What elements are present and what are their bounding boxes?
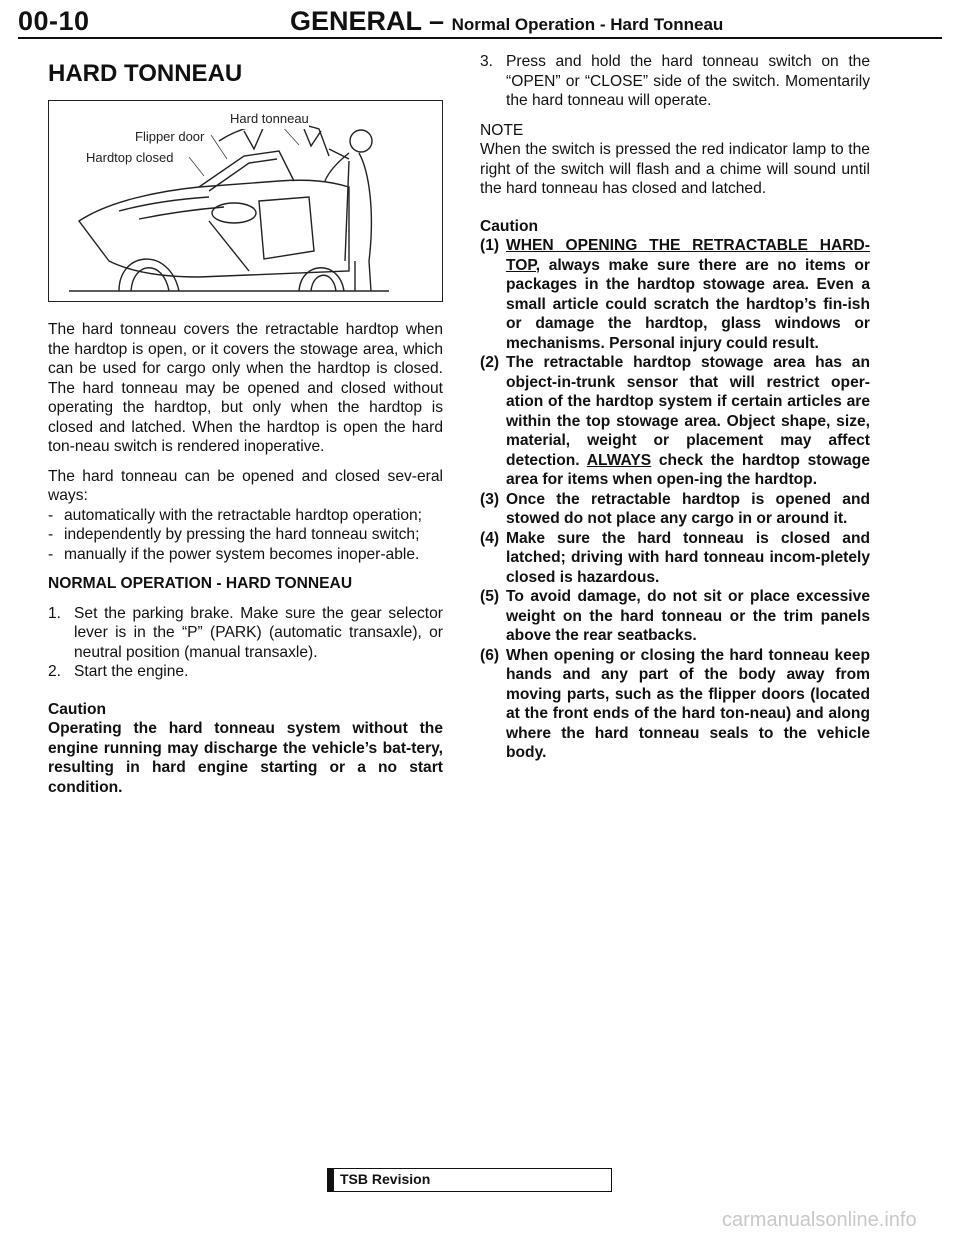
step-text: Set the parking brake. Make sure the gear selector lever is in the “P” (PARK) (automatic transaxle), or neutral position (manual transaxle). xyxy=(74,604,443,661)
page-number: 00-10 xyxy=(18,6,90,36)
ways-list xyxy=(48,506,443,565)
list-item: - manually if the power system becomes inoper-able. xyxy=(48,545,443,565)
step-number: 2. xyxy=(48,663,62,680)
caution-list xyxy=(480,236,870,763)
step-item xyxy=(48,662,443,682)
caution-item xyxy=(480,236,870,353)
step-number: 3. xyxy=(480,53,494,70)
step-number: 1. xyxy=(48,604,62,622)
caution-heading: Caution xyxy=(48,700,107,718)
note-text: When the switch is pressed the red indicator lamp to the right of the switch will flash and a chime will sound until the hard tonneau has closed and latched. xyxy=(480,141,870,197)
step-3-list xyxy=(480,52,870,111)
list-item: - independently by pressing the hard tonneau switch; xyxy=(48,525,443,545)
caution-number: (4) xyxy=(480,529,500,547)
caution-number: (2) xyxy=(480,354,500,371)
footer-tab xyxy=(328,1169,334,1191)
caution-number: (5) xyxy=(480,588,500,605)
title-dash: – xyxy=(429,6,445,36)
watermark: carmanualsonline.info xyxy=(722,1209,917,1231)
left-column xyxy=(48,52,443,807)
section-title xyxy=(290,6,723,37)
section-title-text: GENERAL xyxy=(290,6,422,36)
caution-text: The retractable hardtop stowage area has an object-in-trunk sensor that will restrict oper-ation of the hardtop system if certain articles are within the top stowage area. Object shape, size, material, weight or placement may affect detection. xyxy=(506,354,870,469)
caution-text: check the hardtop stowage area for items when open-ing the hardtop. xyxy=(506,451,870,488)
page-heading: HARD TONNEAU xyxy=(48,60,243,87)
caution-text: Once the retractable hardtop is opened and stowed do not place any cargo in or around it. xyxy=(506,490,870,527)
car-illustration xyxy=(49,101,442,301)
caution-number: (3) xyxy=(480,490,500,508)
tsb-revision-label: TSB Revision xyxy=(340,1171,431,1187)
list-item: - automatically with the retractable hardtop operation; xyxy=(48,506,443,526)
label-flipper-door: Flipper door xyxy=(135,127,204,147)
hard-tonneau-figure xyxy=(48,100,443,302)
step-item xyxy=(48,604,443,663)
caution-text: always make sure there are no items or packages in the hardtop stowage area. Even a small article could scratch the hardtop’s fin-ish or damage the hardtop, glass windows or mechanisms. Personal injury could result. xyxy=(506,256,870,352)
caution-item xyxy=(480,490,870,529)
caution-item xyxy=(480,353,870,490)
caution-item xyxy=(480,587,870,646)
ways-intro: The hard tonneau can be opened and closed sev-eral ways: xyxy=(48,467,443,504)
caution-item xyxy=(480,646,870,763)
caution-number: (6) xyxy=(480,646,500,664)
caution-item xyxy=(480,529,870,588)
caution-text: To avoid damage, do not sit or place excessive weight on the hard tonneau or the trim panels above the rear seatbacks. xyxy=(506,588,870,644)
step-item xyxy=(480,52,870,111)
section-subtitle: Normal Operation - Hard Tonneau xyxy=(451,15,724,34)
header-rule xyxy=(18,37,942,39)
step-text: Press and hold the hard tonneau switch on the “OPEN” or “CLOSE” side of the switch. Momentarily the hard tonneau will operate. xyxy=(506,53,870,109)
normal-operation-heading: NORMAL OPERATION - HARD TONNEAU xyxy=(48,575,353,592)
tsb-revision-box xyxy=(327,1168,612,1192)
caution-text: Make sure the hard tonneau is closed and latched; driving with hard tonneau incom-pletely closed is hazardous. xyxy=(506,529,870,586)
caution-underlined: ALWAYS xyxy=(586,451,652,469)
caution-number: (1) xyxy=(480,237,500,254)
caution-text: Operating the hard tonneau system without the engine running may discharge the vehicle’s bat-tery, resulting in hard engine starting or a no start condition. xyxy=(48,720,443,796)
page-header xyxy=(18,6,948,46)
caution-heading: Caution xyxy=(480,217,539,235)
intro-paragraph: The hard tonneau covers the retractable hardtop when the hardtop is open, or it covers the stowage area, which can be used for cargo only when the hardtop is closed. The hard tonneau may be opened and closed without operating the hardtop, but only when the hardtop is closed and latched. When the hardtop is open the hard ton-neau switch is rendered inoperative. xyxy=(48,321,443,455)
caution-text: When opening or closing the hard tonneau keep hands and any part of the body away from moving parts, such as the flipper doors (located at the front ends of the hard ton-neau) and along where the hard tonneau seals to the vehicle body. xyxy=(506,646,870,761)
right-column xyxy=(480,52,870,763)
label-hard-tonneau: Hard tonneau xyxy=(230,109,309,129)
steps-list xyxy=(48,604,443,682)
note-heading: NOTE xyxy=(480,121,524,139)
label-hardtop-closed: Hardtop closed xyxy=(86,148,173,168)
step-text: Start the engine. xyxy=(74,663,189,680)
caution-underlined: WHEN OPENING THE RETRACTABLE HARD-TOP, xyxy=(506,237,870,274)
